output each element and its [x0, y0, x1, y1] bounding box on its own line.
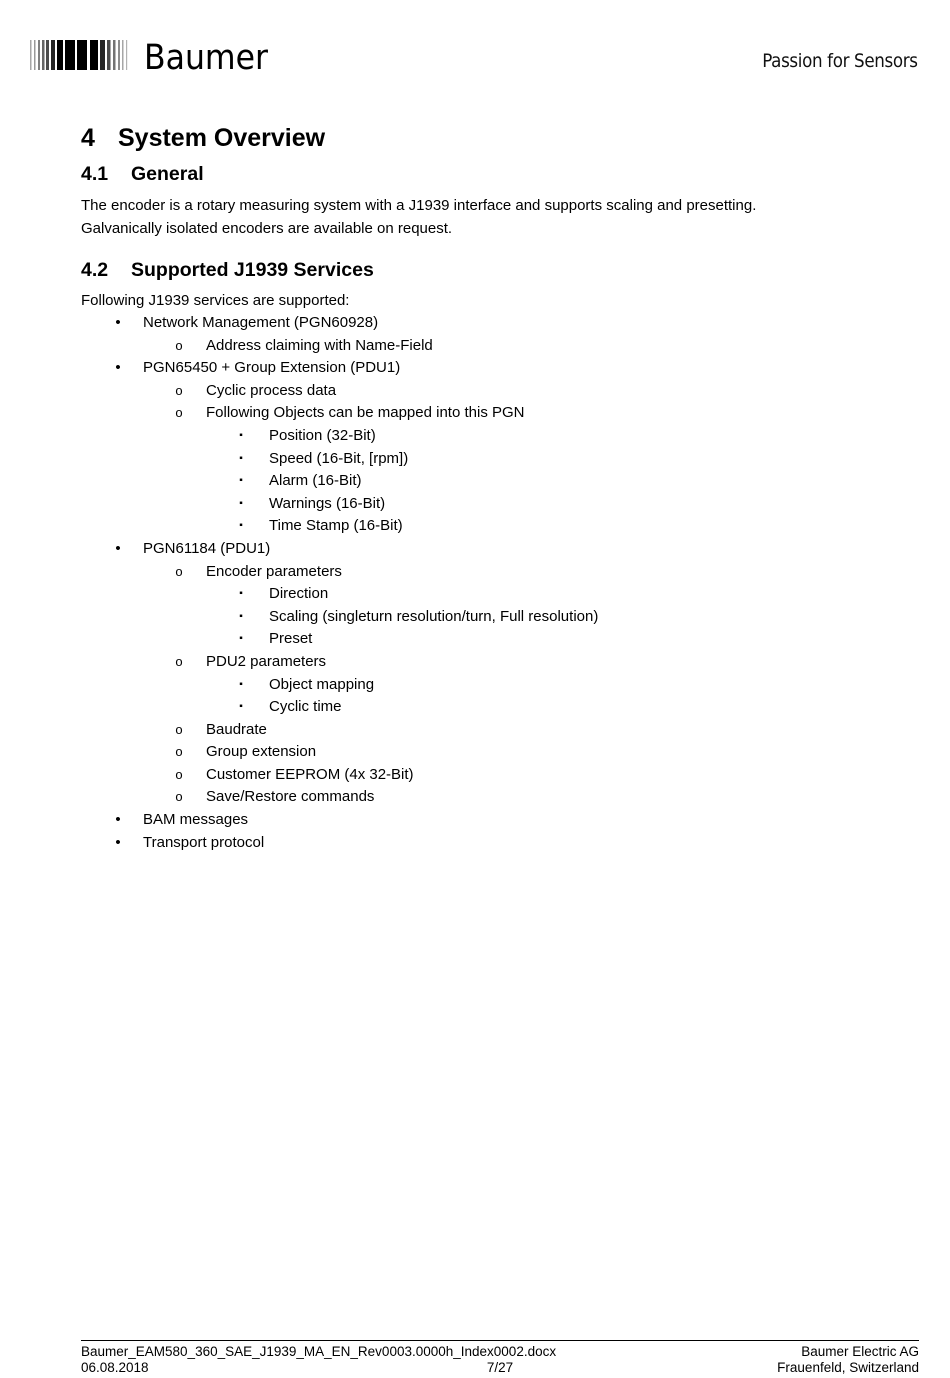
bullet-marker: ▪: [239, 610, 243, 622]
list-item-text: Object mapping: [269, 675, 375, 693]
list-item: [0, 561, 598, 584]
bullet-marker: ▪: [239, 429, 243, 441]
bullet-marker: ▪: [239, 520, 243, 532]
list-item: [0, 719, 598, 742]
paragraph-line: Galvanically isolated encoders are available on request.: [81, 220, 453, 237]
list-item: [0, 606, 598, 629]
bullet-marker: o: [175, 653, 183, 669]
list-item: [0, 335, 598, 358]
bullet-marker: ▪: [239, 588, 243, 600]
footer-filename: Baumer_EAM580_360_SAE_J1939_MA_EN_Rev0003.0000h_Index0002.docx: [81, 1344, 557, 1359]
footer-page-number: 7/27: [486, 1360, 514, 1375]
services-intro: Following J1939 services are supported:: [81, 292, 350, 309]
bullet-marker: •: [115, 539, 121, 557]
list-item: [0, 764, 598, 787]
list-item-text: Warnings (16-Bit): [269, 494, 386, 512]
list-item: [0, 696, 598, 719]
list-item: [0, 470, 598, 493]
list-item-text: Speed (16-Bit, [rpm]): [269, 449, 409, 467]
bullet-marker: •: [115, 359, 121, 377]
list-item: [0, 786, 598, 809]
list-item-text: Transport protocol: [143, 833, 265, 851]
list-item: [0, 425, 598, 448]
list-item-text: Network Management (PGN60928): [143, 314, 379, 331]
list-item-text: Cyclic time: [269, 698, 342, 716]
subsection-heading-services: [81, 259, 374, 282]
subsection-title: Supported J1939 Services: [131, 259, 374, 281]
list-item: [0, 538, 598, 561]
list-item-text: Following Objects can be mapped into this PGN: [206, 404, 525, 422]
bullet-marker: o: [175, 744, 183, 760]
brand-name: Baumer: [144, 38, 269, 74]
list-item-text: PDU2 parameters: [206, 652, 327, 670]
list-item-text: PGN61184 (PDU1): [143, 539, 271, 557]
list-item-text: Cyclic process data: [206, 381, 337, 399]
bullet-marker: ▪: [239, 497, 243, 509]
bullet-marker: o: [175, 337, 183, 353]
baumer-logo-mark: [30, 38, 275, 74]
list-item: [0, 493, 598, 516]
list-item-text: Encoder parameters: [206, 562, 342, 580]
list-item-text: PGN65450 + Group Extension (PDU1): [143, 359, 401, 377]
list-item-text: Direction: [269, 585, 329, 603]
baumer-logo: [30, 38, 275, 74]
list-item-text: Time Stamp (16-Bit): [269, 517, 403, 535]
list-item: [0, 741, 598, 764]
list-item-text: Customer EEPROM (4x 32-Bit): [206, 765, 414, 783]
section-title: System Overview: [118, 124, 326, 152]
subsection-title: General: [131, 163, 204, 185]
list-item-text: Baudrate: [206, 720, 267, 738]
bullet-marker: o: [175, 721, 183, 737]
bullet-marker: ▪: [239, 633, 243, 645]
footer-divider: [81, 1340, 919, 1341]
tagline: Passion for Sensors: [762, 50, 918, 72]
bullet-marker: o: [175, 405, 183, 421]
list-item: [0, 312, 598, 335]
list-item-text: Group extension: [206, 743, 317, 761]
list-item-text: Address claiming with Name-Field: [206, 336, 433, 354]
bullet-marker: •: [115, 833, 121, 851]
bullet-marker: o: [175, 563, 183, 579]
list-item-text: BAM messages: [143, 811, 249, 829]
paragraph-line: The encoder is a rotary measuring system with a J1939 interface and supports scaling and presetting.: [81, 197, 757, 214]
bullet-marker: o: [175, 382, 183, 398]
bullet-marker: •: [115, 811, 121, 829]
general-paragraph: [81, 194, 756, 240]
list-item-text: Alarm (16-Bit): [269, 472, 362, 490]
list-item: [0, 583, 598, 606]
list-item: [0, 674, 598, 697]
list-item: [0, 628, 598, 651]
subsection-heading-general: [81, 163, 204, 186]
bullet-marker: ▪: [239, 678, 243, 690]
footer-company: Baumer Electric AG: [801, 1344, 919, 1359]
bullet-marker: ▪: [239, 701, 243, 713]
list-item-text: Preset: [269, 630, 313, 648]
bullet-marker: •: [115, 314, 121, 331]
list-item: [0, 809, 598, 832]
list-item: [0, 448, 598, 471]
footer-location: Frauenfeld, Switzerland: [777, 1360, 919, 1375]
list-item-text: Position (32-Bit): [269, 426, 376, 444]
bullet-marker: o: [175, 789, 183, 805]
bullet-marker: ▪: [239, 452, 243, 464]
list-item-text: Save/Restore commands: [206, 788, 375, 806]
list-item: [0, 402, 598, 425]
list-item-text: Scaling (singleturn resolution/turn, Full resolution): [269, 607, 599, 625]
list-item: [0, 651, 598, 674]
bullet-marker: o: [175, 766, 183, 782]
list-item: [0, 515, 598, 538]
section-heading: [81, 124, 325, 153]
list-item: [0, 357, 598, 380]
section-number: 4: [81, 124, 95, 152]
subsection-number: 4.2: [81, 259, 109, 281]
list-item: [0, 380, 598, 403]
list-item: [0, 832, 598, 855]
bullet-marker: ▪: [239, 475, 243, 487]
subsection-number: 4.1: [81, 163, 109, 185]
services-list: [0, 312, 598, 854]
footer-date: 06.08.2018: [81, 1360, 149, 1375]
